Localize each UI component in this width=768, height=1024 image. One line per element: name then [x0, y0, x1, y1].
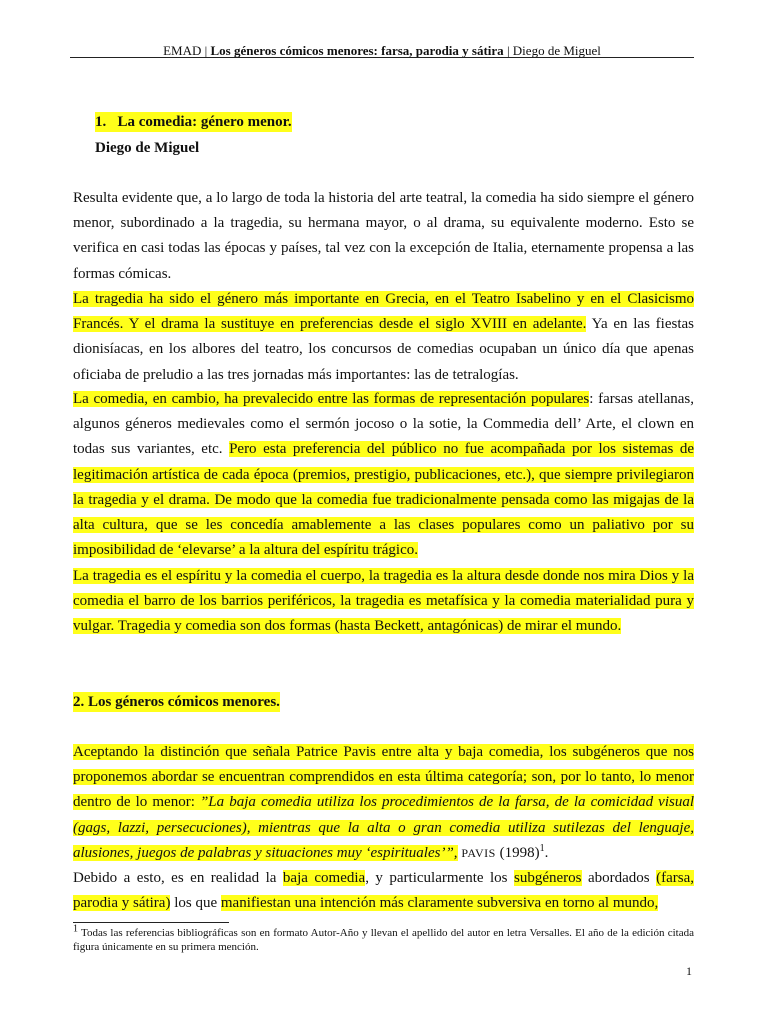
paragraph-text: , y particularmente los: [365, 870, 514, 886]
paragraph-text: : farsas atellanas, algunos géneros medievales como el sermón jocoso o la sotie, la Commedia dell’ Arte, el clown en todas sus variantes, etc.: [73, 391, 694, 458]
citation-author: PAVIS: [461, 845, 496, 860]
paragraph-5: [73, 740, 694, 866]
footnote: [73, 923, 694, 954]
highlighted-text: subgéneros: [514, 870, 582, 886]
highlighted-text: La tragedia es el espíritu y la comedia el cuerpo, la tragedia es la altura desde donde nos mira Dios y la comedia el barro de los barrios periféricos, la tragedia es metafísica y la comedia materialidad pura y vulgar. Tragedia y comedia son dos formas (hasta Beckett, antagónicas) de mirar el mundo.: [73, 568, 694, 635]
highlighted-text: (farsa, parodia y sátira): [73, 870, 695, 912]
highlighted-text: La tragedia ha sido el género más importante en Grecia, en el Teatro Isabelino y en el Clasicismo Francés. Y el drama la sustituye en preferencias desde el siglo XVIII en adelante.: [73, 291, 694, 333]
section-1-title: La comedia: género menor.: [117, 114, 292, 130]
highlighted-text: Pero esta preferencia del público no fue acompañada por los sistemas de legitimación artística de cada época (premios, prestigio, publicaciones, etc.), que siempre privilegiaron la tragedia y el drama. De modo que la comedia fue tradicionalmente pensada como las migajas de la alta cultura, que se les concedía amablemente a las clases populares como un paliativo por su imposibilidad de ‘elevarse’ a la altura del espíritu trágico.: [73, 441, 694, 559]
section-1-number: 1.: [95, 114, 107, 130]
page-number: 1: [686, 964, 692, 978]
highlighted-text: Aceptando la distinción que señala Patrice Pavis entre alta y baja comedia, los subgéneros que nos proponemos abordar se encuentran comprendidos en esta última categoría; son, por lo tanto, lo menor dentro de lo menor:: [73, 744, 694, 811]
section-1-author: Diego de Miguel: [95, 140, 200, 156]
paragraph-text: abordados: [581, 870, 657, 886]
header-title: Los géneros cómicos menores: farsa, parodia y sátira: [210, 43, 504, 58]
header-author: Diego de Miguel: [512, 43, 601, 58]
paragraph-4: [73, 564, 694, 640]
footnote-reference[interactable]: 1: [539, 842, 545, 854]
paragraph-3: [73, 387, 694, 563]
citation-year: (1998): [495, 844, 540, 861]
paragraph-2: [73, 287, 694, 388]
paragraph-6: [73, 866, 694, 916]
highlighted-text: La comedia, en cambio, ha prevalecido entre las formas de representación populares: [73, 391, 590, 407]
header-institution: EMAD: [163, 43, 202, 58]
highlighted-text: manifiestan una intención más claramente subversiva en torno al mundo,: [220, 895, 659, 912]
highlighted-text: baja comedia: [282, 870, 366, 886]
paragraph-1: Resulta evidente que, a lo largo de toda la historia del arte teatral, la comedia ha sido siempre el género menor, subordinado a la tragedia, su hermana mayor, o al drama, su equivalente moderno. Esto se verifica en casi todas las épocas y países, tal vez con la excepción de Italia, eternamente propensa a las formas cómicas.: [73, 190, 694, 282]
footnote-rule: [73, 922, 229, 923]
section-2-heading: 2. Los géneros cómicos menores.: [73, 694, 280, 710]
paragraph-text: .: [544, 844, 549, 861]
header-rule: [70, 57, 694, 58]
paragraph-text: Ya en las fiestas dionisíacas, en los albores del teatro, los concursos de comedias ocupaban un único día que apenas oficiaba de preludio a las tres jornadas más importantes: las de tetralogías.: [73, 316, 694, 383]
section-1-heading: [95, 112, 292, 132]
footnote-text: Todas las referencias bibliográficas son en formato Autor-Año y llevan el apellido del autor en letra Versalles. El año de la edición citada figura únicamente en su primera mención.: [73, 927, 694, 953]
header-separator: |: [503, 43, 513, 58]
paragraph-text: Debido a esto, es en realidad la: [73, 870, 283, 886]
highlighted-quote: ”La baja comedia utiliza los procedimientos de la farsa, de la comicidad visual (gags, lazzi, persecuciones), mientras que la alta o gran comedia utiliza sutilezas del lenguaje, alusiones, juegos de palabras y situaciones muy ‘espirituales’”,: [73, 794, 694, 861]
footnote-mark: 1: [73, 923, 78, 935]
header-separator: |: [201, 43, 211, 58]
paragraph-text: los que: [170, 895, 221, 912]
